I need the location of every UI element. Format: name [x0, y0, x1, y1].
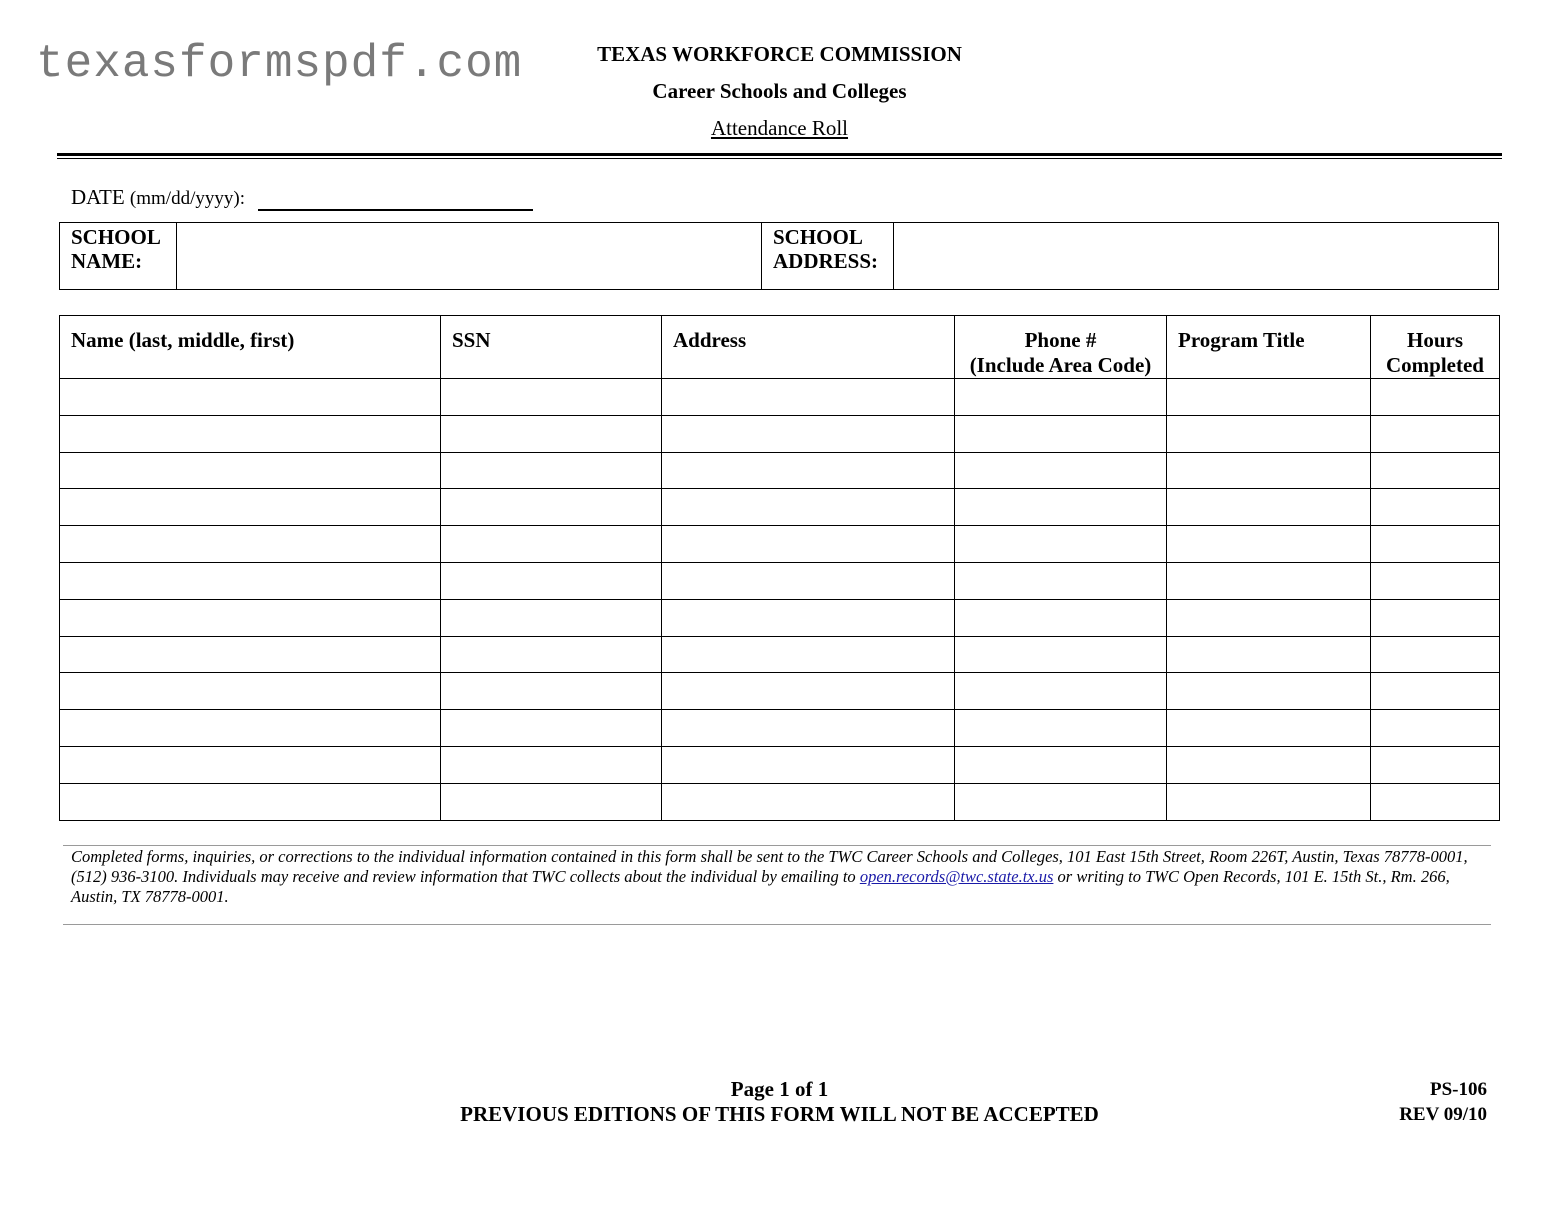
table-header-row — [60, 316, 1500, 379]
cell-name[interactable] — [60, 636, 441, 673]
table-row — [60, 562, 1500, 599]
cell-ssn[interactable] — [441, 562, 662, 599]
cell-name[interactable] — [60, 415, 441, 452]
cell-phone[interactable] — [955, 562, 1167, 599]
cell-phone[interactable] — [955, 526, 1167, 563]
cell-address[interactable] — [662, 783, 955, 820]
cell-ssn[interactable] — [441, 379, 662, 416]
table-row — [60, 746, 1500, 783]
cell-phone[interactable] — [955, 783, 1167, 820]
form-title-text: Attendance Roll — [710, 116, 849, 140]
cell-phone[interactable] — [955, 746, 1167, 783]
cell-phone[interactable] — [955, 710, 1167, 747]
cell-hours[interactable] — [1371, 673, 1500, 710]
cell-name[interactable] — [60, 379, 441, 416]
page-number: Page 1 of 1 — [730, 1077, 829, 1101]
table-row — [60, 710, 1500, 747]
school-address-label — [762, 223, 894, 290]
cell-address[interactable] — [662, 562, 955, 599]
school-name-label-line2: NAME: — [71, 249, 143, 273]
date-format-hint: (mm/dd/yyyy): — [129, 188, 245, 209]
notice-text-after: or writing to TWC Open Records, 101 E. 15th St., Rm. 266, Austin, TX 78778-0001. — [71, 867, 1450, 906]
school-name-label — [60, 223, 177, 290]
cell-address[interactable] — [662, 526, 955, 563]
cell-address[interactable] — [662, 452, 955, 489]
cell-name[interactable] — [60, 673, 441, 710]
column-header-hours-line2: Completed — [1386, 353, 1484, 377]
column-header-ssn — [441, 316, 662, 379]
school-address-field[interactable] — [894, 223, 1499, 290]
table-row — [60, 415, 1500, 452]
header-divider-thin — [57, 158, 1502, 159]
cell-ssn[interactable] — [441, 526, 662, 563]
cell-name[interactable] — [60, 783, 441, 820]
school-info-table — [59, 222, 1499, 290]
cell-phone[interactable] — [955, 379, 1167, 416]
cell-ssn[interactable] — [441, 673, 662, 710]
watermark-text: texasformspdf.com — [36, 38, 523, 90]
cell-hours[interactable] — [1371, 526, 1500, 563]
table-row — [60, 379, 1500, 416]
column-header-hours — [1371, 316, 1500, 379]
cell-address[interactable] — [662, 599, 955, 636]
edition-warning: PREVIOUS EDITIONS OF THIS FORM WILL NOT BE ACCEPTED — [460, 1102, 1099, 1126]
cell-hours[interactable] — [1371, 783, 1500, 820]
cell-program[interactable] — [1167, 673, 1371, 710]
cell-phone[interactable] — [955, 636, 1167, 673]
column-header-address — [662, 316, 955, 379]
cell-program[interactable] — [1167, 746, 1371, 783]
cell-ssn[interactable] — [441, 783, 662, 820]
cell-hours[interactable] — [1371, 489, 1500, 526]
table-row — [60, 636, 1500, 673]
cell-name[interactable] — [60, 489, 441, 526]
attendance-roll-table — [59, 315, 1500, 821]
privacy-notice — [63, 845, 1491, 925]
cell-program[interactable] — [1167, 599, 1371, 636]
cell-phone[interactable] — [955, 599, 1167, 636]
cell-ssn[interactable] — [441, 636, 662, 673]
cell-ssn[interactable] — [441, 415, 662, 452]
date-label — [71, 185, 245, 210]
column-header-ssn-text: SSN — [452, 328, 491, 352]
column-header-name-text: Name (last, middle, first) — [71, 328, 295, 352]
cell-hours[interactable] — [1371, 599, 1500, 636]
cell-hours[interactable] — [1371, 746, 1500, 783]
school-name-field[interactable] — [177, 223, 762, 290]
column-header-program — [1167, 316, 1371, 379]
table-row — [60, 599, 1500, 636]
cell-program[interactable] — [1167, 526, 1371, 563]
cell-name[interactable] — [60, 562, 441, 599]
cell-address[interactable] — [662, 710, 955, 747]
date-label-text: DATE — [71, 185, 125, 209]
cell-name[interactable] — [60, 599, 441, 636]
cell-phone[interactable] — [955, 673, 1167, 710]
cell-phone[interactable] — [955, 489, 1167, 526]
cell-program[interactable] — [1167, 379, 1371, 416]
cell-address[interactable] — [662, 415, 955, 452]
table-row — [60, 452, 1500, 489]
date-input-line[interactable] — [258, 209, 533, 211]
cell-name[interactable] — [60, 526, 441, 563]
cell-program[interactable] — [1167, 452, 1371, 489]
cell-hours[interactable] — [1371, 562, 1500, 599]
table-row — [60, 673, 1500, 710]
table-body — [60, 379, 1500, 821]
cell-phone[interactable] — [955, 452, 1167, 489]
school-name-label-line1: SCHOOL — [71, 225, 161, 249]
column-header-phone-line2: (Include Area Code) — [969, 353, 1152, 377]
form-number: PS-106 — [1430, 1079, 1487, 1100]
table-row — [60, 526, 1500, 563]
cell-ssn[interactable] — [441, 489, 662, 526]
cell-hours[interactable] — [1371, 710, 1500, 747]
cell-name[interactable] — [60, 452, 441, 489]
cell-program[interactable] — [1167, 710, 1371, 747]
cell-hours[interactable] — [1371, 452, 1500, 489]
cell-hours[interactable] — [1371, 415, 1500, 452]
column-header-phone-line1: Phone # — [1024, 328, 1097, 352]
cell-hours[interactable] — [1371, 379, 1500, 416]
cell-address[interactable] — [662, 673, 955, 710]
open-records-email-link[interactable]: open.records@twc.state.tx.us — [859, 867, 1054, 886]
cell-name[interactable] — [60, 746, 441, 783]
table-row — [60, 783, 1500, 820]
column-header-hours-line1: Hours — [1406, 328, 1463, 352]
cell-address[interactable] — [662, 746, 955, 783]
cell-program[interactable] — [1167, 415, 1371, 452]
cell-program[interactable] — [1167, 489, 1371, 526]
column-header-phone — [955, 316, 1167, 379]
cell-address[interactable] — [662, 379, 955, 416]
division-title: Career Schools and Colleges — [652, 79, 907, 103]
form-title — [0, 116, 1559, 141]
cell-program[interactable] — [1167, 562, 1371, 599]
cell-ssn[interactable] — [441, 710, 662, 747]
school-address-label-line1: SCHOOL — [773, 225, 863, 249]
table-row — [60, 489, 1500, 526]
school-address-label-line2: ADDRESS: — [773, 249, 879, 273]
cell-phone[interactable] — [955, 415, 1167, 452]
form-revision: REV 09/10 — [1399, 1104, 1487, 1125]
header-divider-thick — [57, 153, 1502, 156]
cell-program[interactable] — [1167, 783, 1371, 820]
cell-hours[interactable] — [1371, 636, 1500, 673]
column-header-program-text: Program Title — [1178, 328, 1305, 352]
column-header-name — [60, 316, 441, 379]
cell-ssn[interactable] — [441, 746, 662, 783]
cell-address[interactable] — [662, 636, 955, 673]
notice-text-before: Completed forms, inquiries, or corrections to the individual information contained in this form shall be sent to the TWC Career Schools and Colleges, 101 East 15th Street, Room 226T, Austin, Texas 78778-0001, (512) 936-3100. Individuals may receive and review information that TWC collects about the individual by emailing to — [71, 847, 1468, 886]
cell-name[interactable] — [60, 710, 441, 747]
cell-ssn[interactable] — [441, 599, 662, 636]
column-header-address-text: Address — [673, 328, 747, 352]
cell-ssn[interactable] — [441, 452, 662, 489]
agency-title: TEXAS WORKFORCE COMMISSION — [597, 42, 962, 66]
cell-address[interactable] — [662, 489, 955, 526]
cell-program[interactable] — [1167, 636, 1371, 673]
